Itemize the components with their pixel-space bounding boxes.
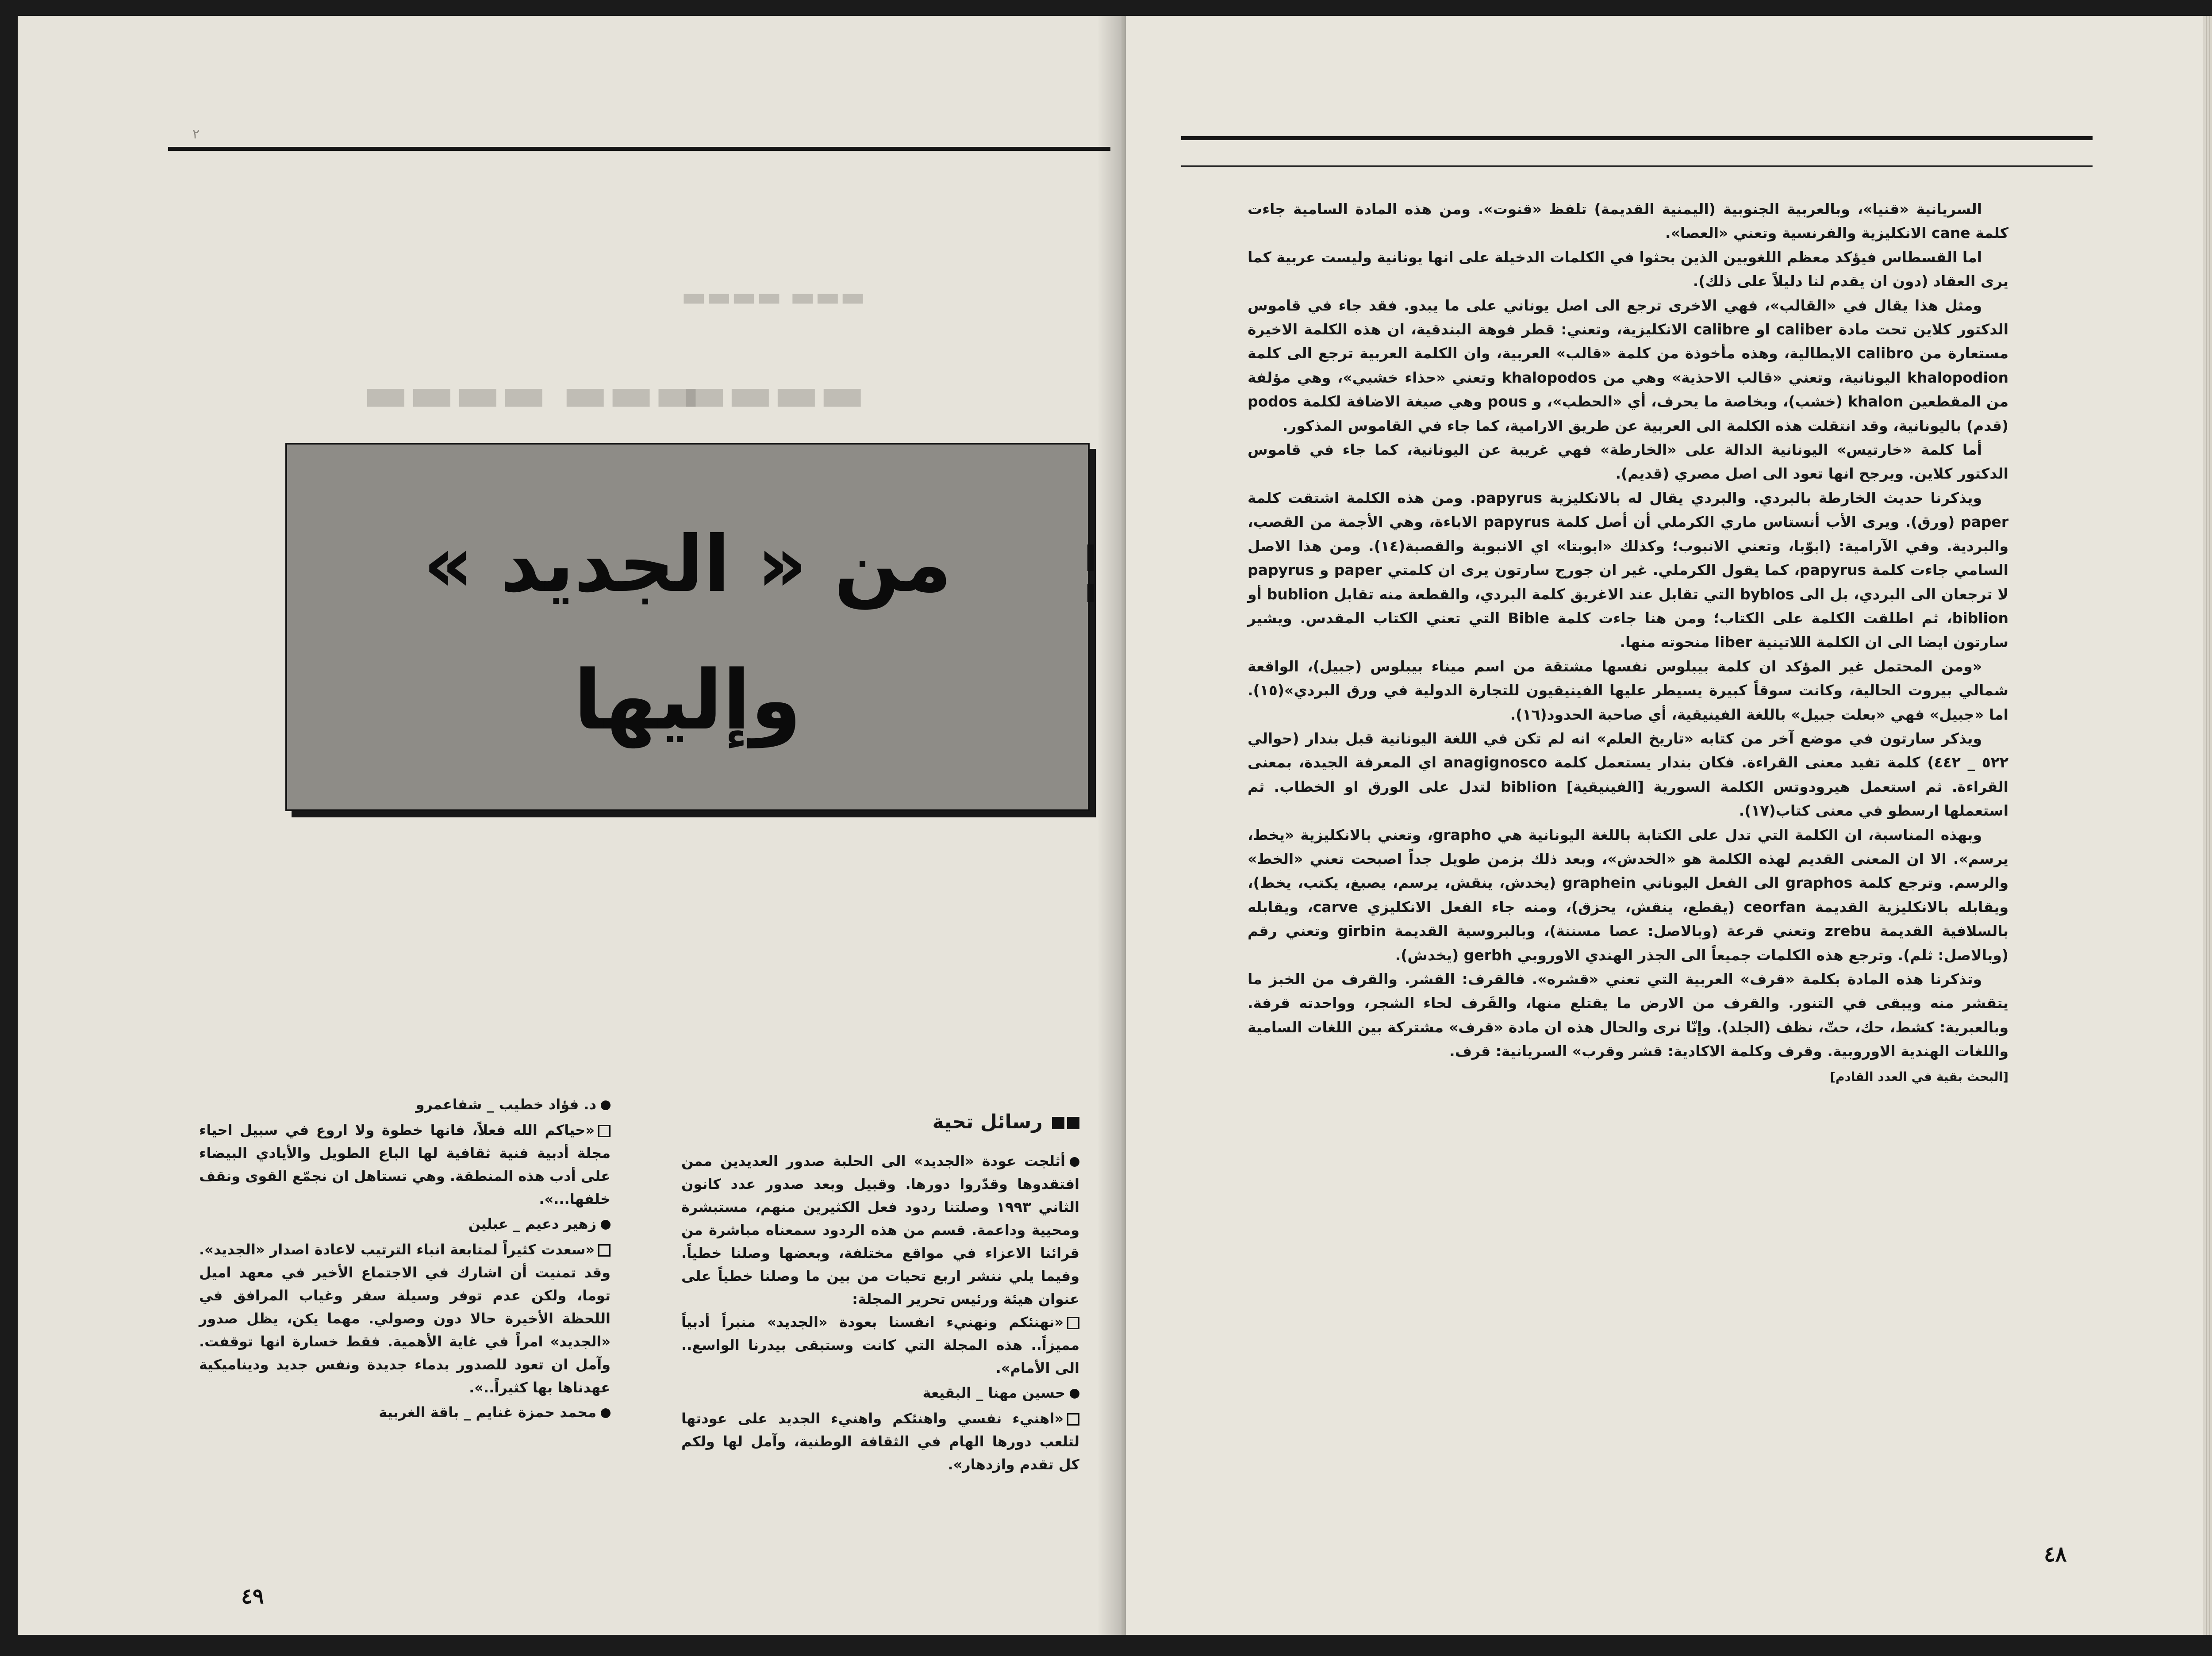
letter-signature: حسين مهنا _ البقيعة [681, 1381, 1079, 1404]
section-title-text: رسائل تحية [932, 1111, 1043, 1133]
bleed-through-shadow: ▬▬▬ ▬▬▬▬ [363, 365, 700, 422]
article-paragraph: ويذكر سارتون في موضع آخر من كتابه «تاريخ العلم» انه لم تكن في اللغة اليونانية قبل بندار (حوالي ٥٢٢ _ ٤٤٢) كلمة تفيد معنى القراءة. فكان بندار يستعمل كلمة anagignosco اي المعرفة الجيدة، بمعنى القراءة. ثم استعمل هيرودوتس الكلمة السورية [الفينيقية] biblion لتدل على الورق او الخطاب. ثم استعملها ارسطو في معنى كتاب(١٧). [1248, 729, 2008, 820]
letter-signature: زهير دعيم _ عبلين [199, 1212, 611, 1235]
article-paragraph: ومثل هذا يقال في «القالب»، فهي الاخرى ترجع الى اصل يوناني على ما يبدو. فقد جاء في قاموس الدكتور كلاين تحت مادة caliber او calibre الانكليزية، وتعني: قطر فوهة البندقية، ان هذه الكلمة الاخيرة مستعارة من calibro الايطالية، وهذه مأخوذة من كلمة «قالب» العربية، وان الكلمة العربية ترجع الى كلمة khalopodion اليونانية، وتعني «قالب الاحذية» وهي من khalopodos وتعني «حذاء خشبي»، وهي مؤلفة من المقطعين khalon (خشب)، وبخاصة ما يحرف، أي «الحطب»، و pous وهي صيغة الاضافة لكلمة podos (قدم) باليونانية، وقد انتقلت هذه الكلمة الى العربية عن طريق الارامية، كما جاء في القاموس المذكور. [1248, 296, 2009, 434]
letter-body: «اهنيء نفسي واهنئكم واهنيء الجديد على عودتها لتلعب دورها الهام في الثقافة الوطنية، وآمل لها ولكم كل تقدم وازدهار». [681, 1410, 1079, 1473]
article-paragraph: ويذكرنا حديث الخارطة بالبردي. والبردي يقال له بالانكليزية papyrus. ومن هذه الكلمة اشتقت كلمة paper (ورق). ويرى الأب أنستاس ماري الكرملي أن أصل كلمة papyrus الاباءة، وهي الأجمة من القصب، والبردية. وفي الآرامية: (ابوّبا، وتعني الانبوب؛ وكذلك «ابوبتا» اي الانبوبة والقصبة(١٤). ومن هذا الاصل السامي جاءت كلمة papyrus، كما يقول الكرملي. غير ان جورج سارتون يرى ان كلمتي paper و papyrus لا ترجعان الى البردي، بل الى byblos التي تقابل عند الاغريق كلمة البردي، والقطعة منه تقابل bublion أو biblion، ثم اطلقت الكلمة على الكتاب؛ ومن هنا جاءت كلمة Bible التي تعني الكتاب المقدس. ويشير سارتون ايضا الى ان الكلمة اللاتينية liber منحوته منها. [1248, 489, 2008, 651]
bullet-icon [601, 1100, 611, 1110]
bullet-icon [601, 1408, 611, 1418]
checkbox-glyph-icon [1067, 1317, 1079, 1329]
margin-mark [1087, 544, 1094, 571]
margin-mark [1087, 584, 1094, 602]
bleed-through-shadow: ▬▬▬▬ [681, 365, 865, 422]
page-header-marker: ٢ [192, 126, 200, 142]
letter-signature: د. فؤاد خطيب _ شفاعمرو [199, 1093, 611, 1116]
letter-intro: أثلجت عودة «الجديد» الى الحلبة صدور العديدين ممن افتقدوها وقدّروا دورها. وقبيل وبعد صدور عدد كانون الثاني ١٩٩٣ وصلتنا ردود فعل الكثيرين منهم، مستبشرة ومحيية وداعمة. قسم من هذه الردود سمعناه مباشرة من قرائنا الاعزاء في مواقع مختلفة، وبعضها وصلنا خطياً. وفيما يلي ننشر اربع تحيات من بين ما وصلنا خطياً على عنوان هيئة ورئيس تحرير المجلة: [681, 1153, 1080, 1307]
page-edges [2203, 16, 2212, 1635]
article-body [1248, 197, 2008, 1088]
section-title [681, 1111, 1079, 1134]
letter-signature: محمد حمزة غنايم _ باقة الغربية [199, 1401, 611, 1424]
letters-column-left [199, 1075, 611, 1426]
letter-body: «سعدت كثيراً لمتابعة انباء الترتيب لاعادة اصدار «الجديد». وقد تمنيت أن اشارك في الاجتماع الأخير في معهد اميل توما، ولكن عدم توفر وسيلة سفر وغياب المرافق في اللحظة الأخيرة حالا دون وصولي. مهما يكن، يظل صدور «الجديد» امراً في غاية الأهمية. فقط خسارة انها توقفت. وآمل ان تعود للصدور بدماء جديدة ونفس جديد وديناميكية عهدناها بها كثيراً..». [199, 1241, 611, 1396]
continuation-note: [البحث بقية في العدد القادم] [1830, 1069, 2008, 1084]
letters-column-right [681, 1111, 1079, 1476]
checkbox-glyph-icon [598, 1125, 611, 1137]
article-paragraph: السريانية «قنيا»، وبالعربية الجنوبية (اليمنية القديمة) تلفظ «قنوت». ومن هذه المادة السامية جاءت كلمة cane الانكليزية والفرنسية وتعني «العصا». [1248, 200, 2008, 242]
header-rule [1181, 136, 2093, 140]
article-paragraph: وتذكرنا هذه المادة بكلمة «قرف» العربية التي تعني «قشره». فالقرف: القشر. والقرف من الخبز ما يتقشر منه ويبقى في التنور. والقرف من الارض ما يقتلع منها، والقَرف لحاء الشجر، وواحدته قرفة. وبالعبرية: كشط، حك، حتّ، نظف (الجلد). وإنّا نرى والحال هذه ان مادة «قرف» مشتركة بين اللغات السامية واللغات الهندية الاوروبية. وقرف وكلمة الاكادية: قشر وقرب» السريانية: قرف. [1248, 970, 2008, 1060]
square-bullet-icon [1052, 1117, 1064, 1129]
header-rule [168, 147, 1110, 151]
title-banner [285, 443, 1090, 811]
page-number: ٤٩ [241, 1584, 264, 1609]
bleed-through-shadow: ▬▬▬ ▬▬▬▬ [681, 281, 865, 312]
letter-body: «حياكم الله فعلاً، فانها خطوة ولا اروع في سبيل احياء مجلة أدبية فنية ثقافية لها الباع الطويل والأيادي البيضاء على أدب هذه المنطقة. وهي تستاهل ان نجمّع القوى ونقف خلفها...». [199, 1122, 611, 1208]
header-rule-thin [1181, 165, 2093, 167]
bullet-icon [1070, 1157, 1079, 1167]
left-page [18, 16, 1121, 1635]
page-number: ٤٨ [2044, 1542, 2067, 1567]
article-paragraph: وبهذه المناسبة، ان الكلمة التي تدل على الكتابة باللغة اليونانية هي grapho، وتعني بالانكليزية «يخط، يرسم». الا ان المعنى القديم لهذه الكلمة هو «الخدش»، وبعد ذلك بزمن طويل جداً اصبحت تعني «الخط» والرسم. وترجع كلمة graphos الى الفعل اليوناني graphein (يخدش، ينقش، يرسم، يصبغ، يكتب، يخط)، ويقابله بالانكليزية القديمة ceorfan (يقطع، ينقش، يحزق)، ومنه جاء الفعل الانكليزي carve، ويقابله بالسلافية القديمة zrebu وتعني قرعة (وبالاصل: عصا مسننة)، وبالبروسية القديمة girbin وتعني رقم (وبالاصل: ثلم). وترجع هذه الكلمات جميعاً الى الجذر الهندي الاوروبي gerbh (يخدش). [1248, 826, 2008, 964]
checkbox-glyph-icon [1067, 1413, 1079, 1426]
article-paragraph: «ومن المحتمل غير المؤكد ان كلمة بيبلوس نفسها مشتقة من اسم ميناء بيبلوس (جبيل)، الواقعة شمالي بيروت الحالية، وكانت سوقاً كبيرة يسيطر عليها الفينيقيون للتجارة الدولية في ورق البردي»(١٥). اما «جبيل» فهي «بعلت جبيل» باللغة الفينيقية، أي صاحبة الحدود(١٦). [1248, 657, 2008, 723]
bullet-icon [601, 1220, 611, 1230]
article-paragraph: اما القسطاس فيؤكد معظم اللغويين الذين بحثوا في الكلمات الدخيلة على انها يونانية وليست عربية كما يرى العقاد (دون ان يقدم لنا دليلاً على ذلك). [1248, 248, 2008, 290]
title-line-1: من « الجديد » [423, 520, 952, 610]
title-line-2: وإليها [573, 652, 802, 748]
square-bullet-icon [1067, 1117, 1079, 1129]
checkbox-glyph-icon [598, 1244, 611, 1257]
letter-quote: «نهنئكم ونهنيء انفسنا بعودة «الجديد» منبراً أدبياً مميزاً.. هذه المجلة التي كانت وستبقى بيدرنا الواسع.. الى الأمام». [681, 1314, 1079, 1376]
magazine-spread [18, 16, 2212, 1635]
article-paragraph: أما كلمة «خارتيس» اليونانية الدالة على «الخارطة» فهي غريبة عن اليونانية، كما جاء في قاموس الدكتور كلاين. ويرجح انها تعود الى اصل مصري (قديم). [1248, 441, 2008, 483]
bullet-icon [1070, 1389, 1079, 1399]
